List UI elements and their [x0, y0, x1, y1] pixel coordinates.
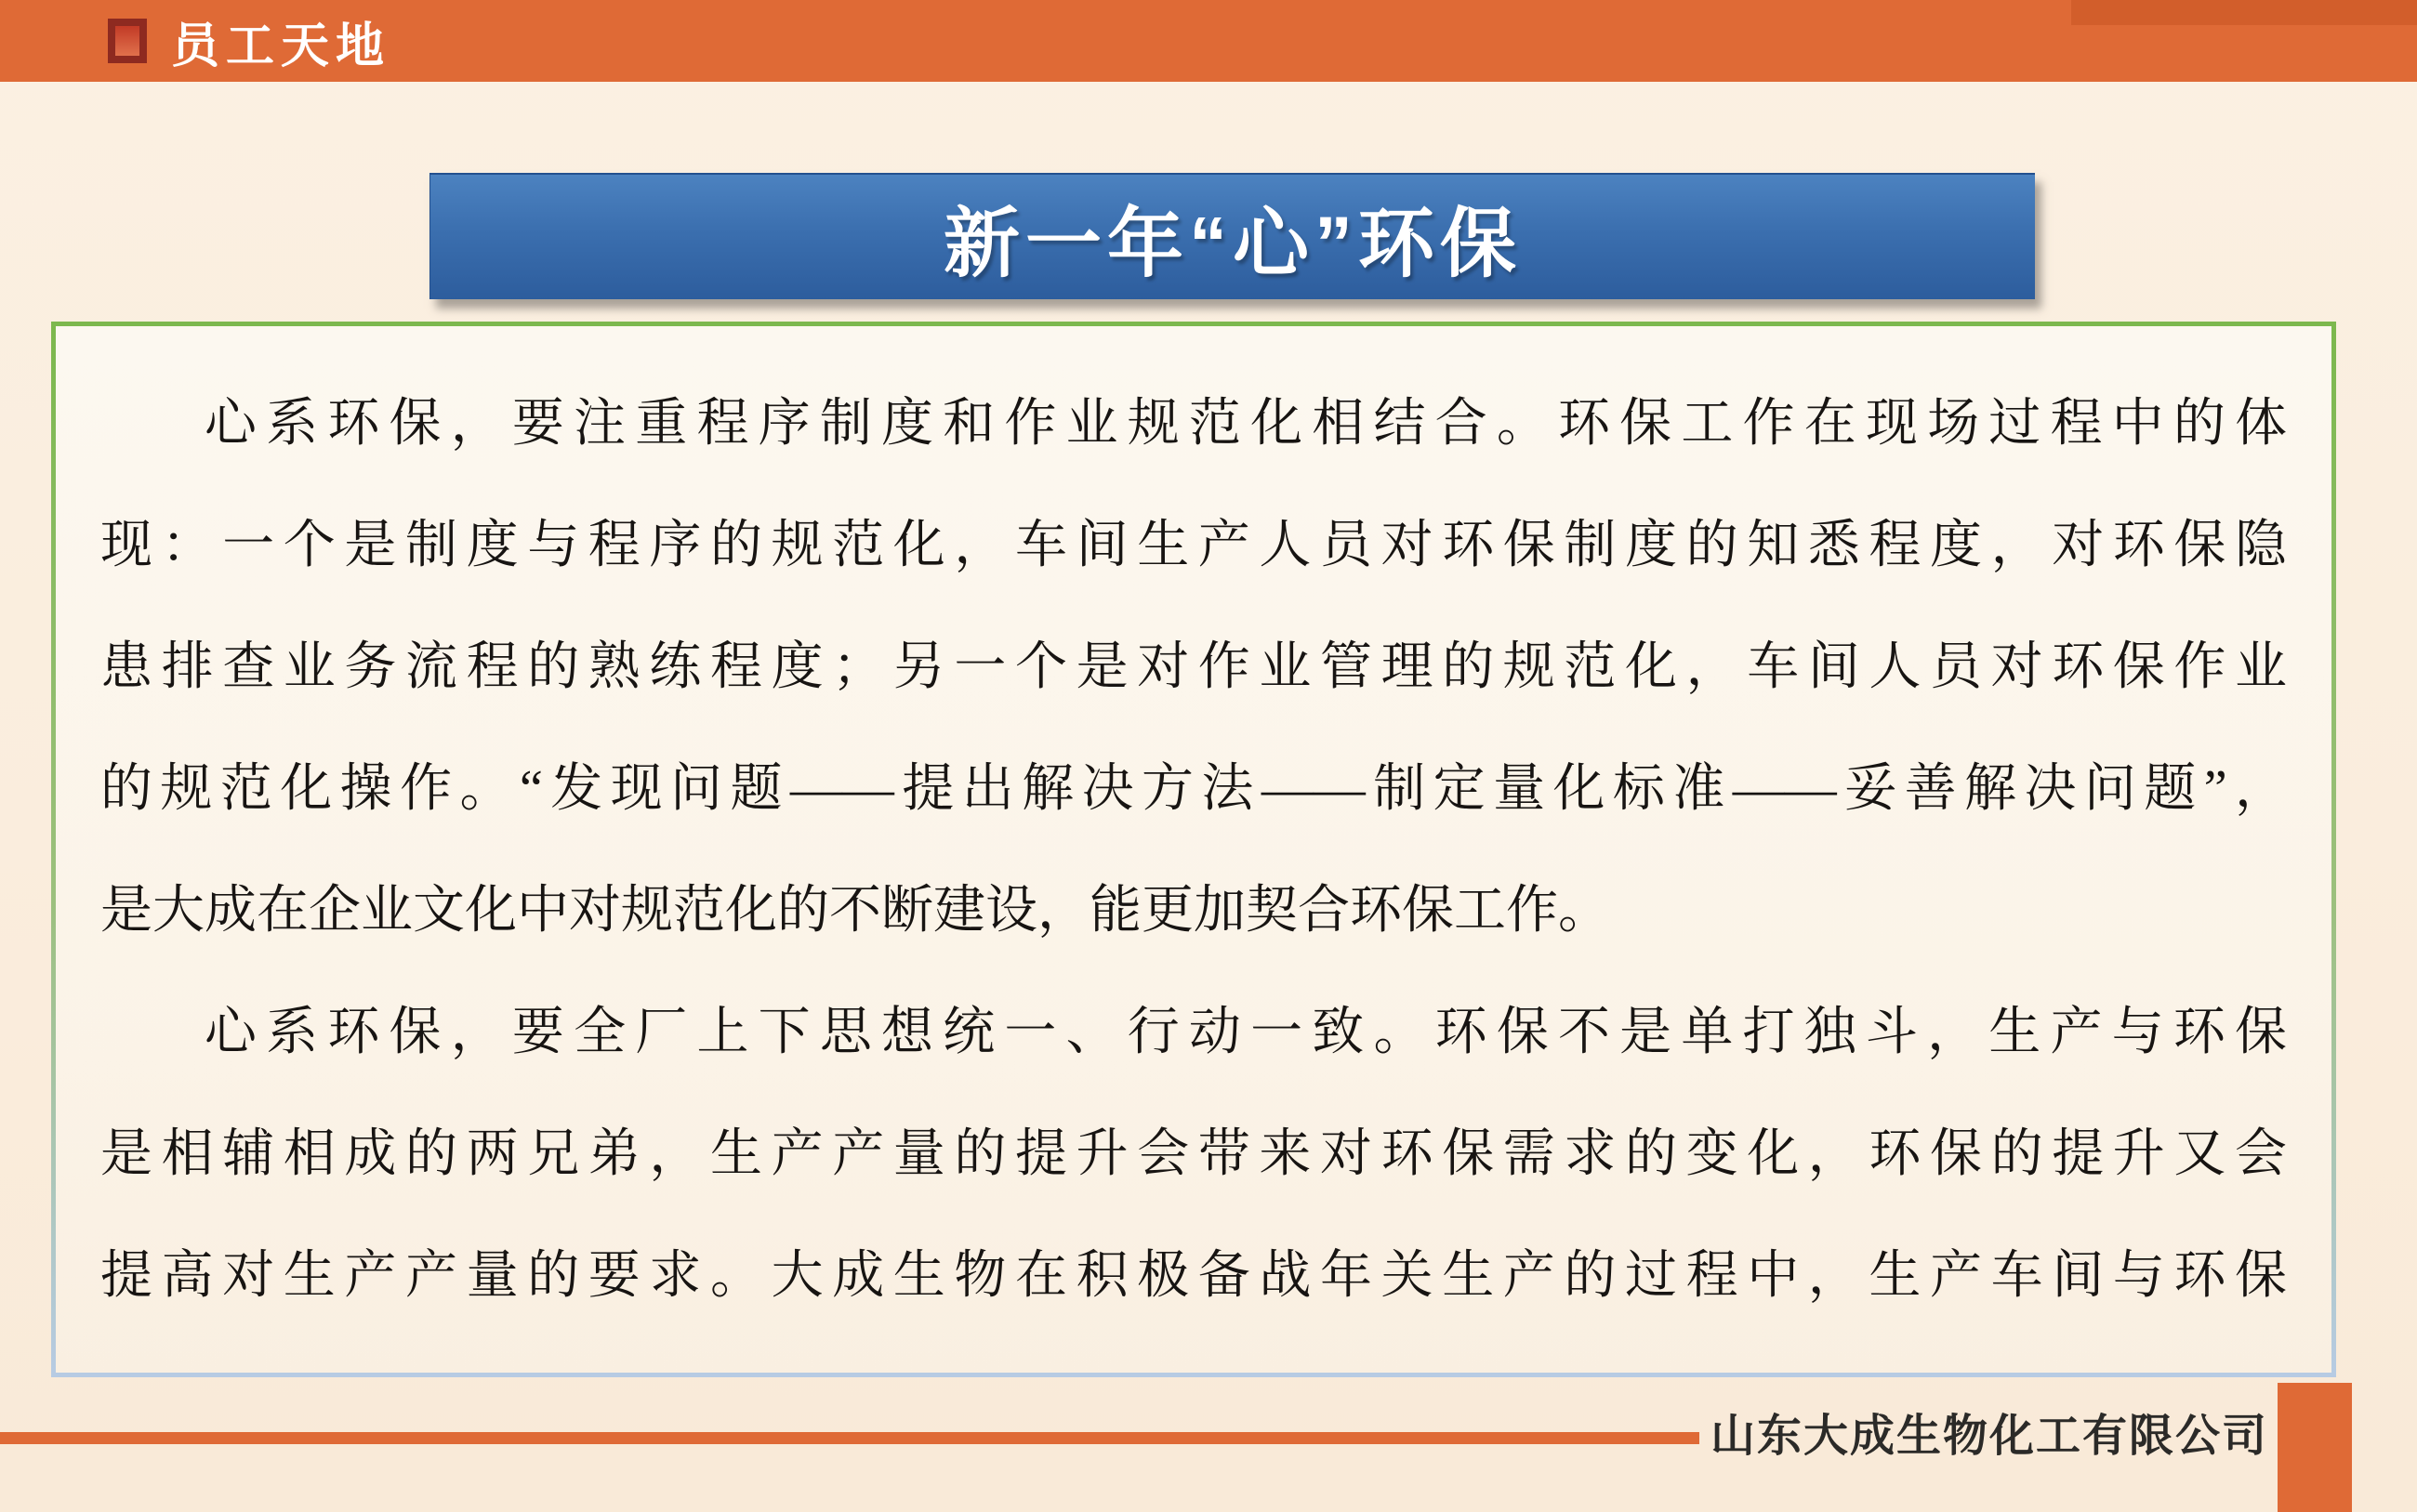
article-line: 现：一个是制度与程序的规范化，车间生产人员对环保制度的知悉程度，对环保隐: [100, 517, 2287, 574]
square-bullet-icon: [108, 19, 147, 63]
article-line: 心系环保，要注重程序制度和作业规范化相结合。环保工作在现场过程中的体: [205, 395, 2287, 453]
article-line: 心系环保，要全厂上下思想统一、行动一致。环保不是单打独斗，生产与环保: [205, 1004, 2287, 1061]
header-title-row: [108, 0, 390, 82]
article-line: 的规范化操作。“发现问题——提出解决方法——制定量化标准——妥善解决问题”，: [100, 760, 2287, 818]
company-name: 山东大成生物化工有限公司: [1710, 1412, 2269, 1461]
article-title: 新一年“心”环保: [943, 201, 1522, 286]
article-box: [51, 322, 2336, 1377]
footer-accent-block: [2278, 1383, 2352, 1512]
title-banner: [429, 173, 2035, 299]
header-corner-strip: [2071, 0, 2417, 25]
section-title: 员工天地: [171, 19, 391, 73]
article-line: 患排查业务流程的熟练程度；另一个是对作业管理的规范化，车间人员对环保作业: [100, 638, 2287, 696]
article-line: 提高对生产产量的要求。大成生物在积极备战年关生产的过程中，生产车间与环保: [100, 1247, 2287, 1305]
article-line: 是相辅相成的两兄弟，生产产量的提升会带来对环保需求的变化，环保的提升又会: [100, 1125, 2287, 1183]
header-bar: [0, 0, 2417, 82]
footer-rule: [0, 1432, 1699, 1444]
article-line: 是大成在企业文化中对规范化的不断建设，能更加契合环保工作。: [100, 882, 1610, 940]
